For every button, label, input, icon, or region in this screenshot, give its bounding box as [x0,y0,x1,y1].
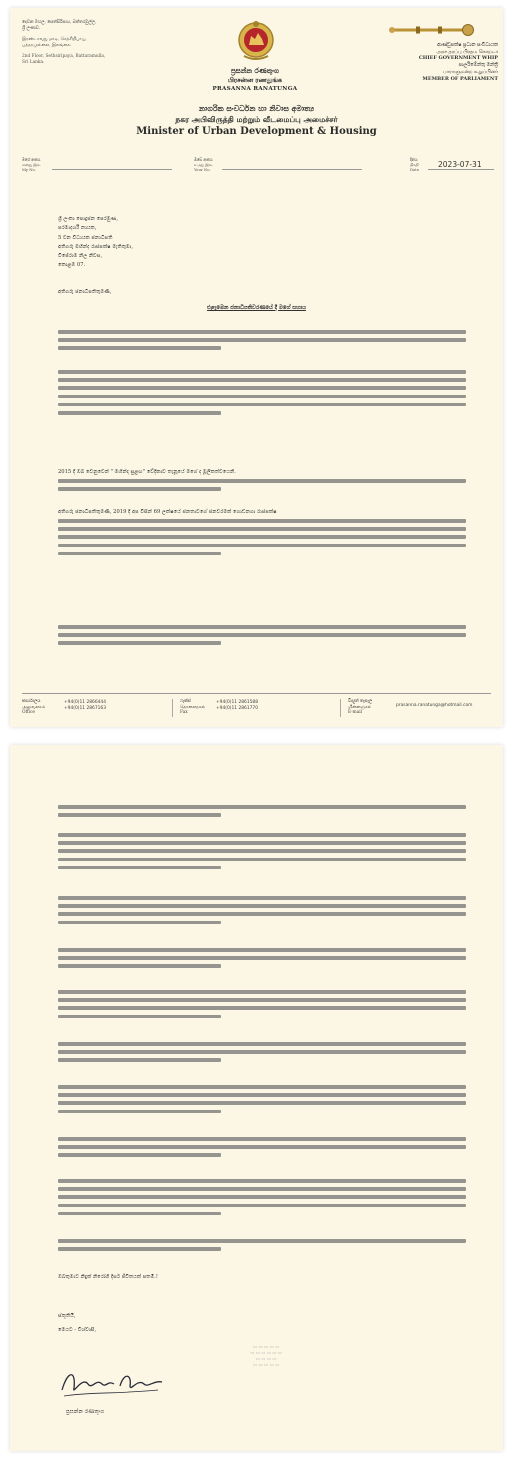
text-line [58,866,221,870]
body-paragraph [58,990,466,1023]
signatory-name: ප්‍රසන්න රණතුංග [66,1409,105,1415]
text-line [58,386,466,390]
office-seal-stamp: ▭ ▭ ▭ ▭ ▭ ▭ ▭ ▭ ▭ ▭ ▭ ▭ ▭ ▭ ▭ ▭ ▭ ▭ ▭ ▭ [250,1345,282,1368]
mp-title-sinhala: පාර්ලිමේන්තු මන්ත්‍රී [458,62,498,69]
ministry-title-english: Minister of Urban Development & Housing [136,126,377,137]
text-line [58,1179,466,1183]
text-line [58,544,466,548]
address-line: දෙවන මහල, සෙත්සිරිපාය, බත්තරමුල්ල, [22,20,97,25]
recipient-line: පරමාදර්ශී නායක, [58,225,97,232]
text-line [58,1239,466,1243]
address-line: Sri Lanka. [22,60,45,66]
text-line [58,1050,466,1054]
whip-title-tamil: அரச தரப்பு பிரதம கொறடா [436,48,498,55]
recipient-line: අතිගරු මහින්ද රාජපක්ෂ මැතිතුමා, [58,243,134,250]
body-paragraph [58,479,466,495]
text-line [58,904,466,908]
body-paragraph [58,948,466,973]
letter-footer [10,699,503,723]
date-field [428,169,494,170]
text-line [58,479,466,483]
date-label: දිනය திகதி Date [410,157,420,172]
fax-numbers: +94(0)11 2861588 +94(0)11 2861770 [216,700,259,711]
text-line [58,552,221,556]
salutation: අතිගරු ජනාධිපතිතුමණි, [58,289,112,295]
text-line [58,1195,466,1199]
recipient-address [58,215,133,271]
text-line [58,1247,221,1251]
office-phone-numbers: +94(0)11 2866444 +94(0)11 2867163 [64,700,107,711]
parliament-mace-icon [386,22,478,38]
footer-divider [22,693,491,694]
text-line [58,1187,466,1191]
text-line [58,411,221,415]
text-line [58,370,466,374]
recipient-line: ශ්‍රී ලංකා පොදුජන පෙරමුණ, [58,216,119,222]
body-paragraph-lead: අතිගරු ජනාධිපතිතුමණි, 2019 දී අප විසින් 69 ලක්ෂයේ ජනතාවගේ ජනවරමක් ගොඩනගා රාජපක්ෂ [58,509,277,515]
text-line [58,896,466,900]
body-paragraph [58,1179,466,1220]
text-line [58,1145,466,1149]
body-paragraph [58,519,466,560]
text-line [58,921,221,925]
body-closing-line: ඔබතුමාට නිදුක් නිරෝගී දීර්ඝ ජීවිතයක් පතමි.! [58,1274,158,1280]
text-line [58,641,221,645]
recipient-line: 5 වන විධායක ජනාධිපති [58,234,113,241]
text-line [58,1110,221,1114]
body-paragraph [58,370,466,419]
text-line [58,633,466,637]
body-paragraph [58,833,466,874]
text-line [58,805,466,809]
text-line [58,1212,221,1216]
letter-subject: එළැඹෙන ජනාධිපතිවරණයේ දී මගේ සහාය [207,305,306,311]
text-line [58,1015,221,1019]
my-number-label: මගේ අංකය எனது இல. My No. [22,157,42,172]
mp-name-sinhala: ප්‍රසන්න රණතුංග [230,66,280,75]
closing-yours: මෙයට - විශ්වාසී, [58,1327,97,1333]
text-line [58,535,466,539]
designation-block [358,42,498,82]
letterhead-address [22,20,142,66]
email-label: විද්‍යුත් තැපෑල மின்னஞ்சல் E-mail [348,699,373,715]
your-number-label: ඔබේ අංකය உமது இல. Your No. [194,157,214,172]
body-paragraph [58,896,466,929]
text-line [58,833,466,837]
body-paragraph-lead: 2015 දී ඔබ වෙනුවෙන් " මහින්ද සුළඟ" වේදිකාව තැනූයේ මගේ ද මූලිකත්වයෙනි. [58,469,236,475]
fax-label: ෆැක්ස් தொலைநகல் Fax [180,699,206,715]
recipient-line: කොළඹ 07. [58,262,86,269]
ministry-title-tamil: நகர அபிவிருத்தி மற்றும் வீடமைப்பு அமைச்சர் [175,115,338,124]
body-paragraph [58,805,466,821]
recipient-line: විජේරාම නිල නිවස, [58,253,103,260]
text-line [58,990,466,994]
body-paragraph [58,1085,466,1118]
text-line [58,378,466,382]
closing-thanks: ස්තූතියි, [58,1313,76,1319]
text-line [58,338,466,342]
text-line [58,403,466,407]
address-line: ශ්‍රී ලංකාව. [22,26,41,32]
text-line [58,1204,466,1208]
text-line [58,625,466,629]
letter-page-2 [10,745,503,1451]
text-line [58,956,466,960]
text-line [58,1058,221,1062]
text-line [58,1006,466,1010]
reference-row [10,157,503,197]
body-paragraph [58,625,466,650]
body-paragraph [58,1042,466,1067]
text-line [58,841,466,845]
text-line [58,527,466,531]
text-line [58,1153,221,1157]
text-line [58,346,221,350]
address-line: இரண்டாவது மாடி, செத்சிறிபாய, [22,36,87,42]
letter-date: 2023-07-31 [438,160,482,169]
text-line [58,1042,466,1046]
my-number-field [52,169,172,170]
address-line: 2nd Floor, Sethsiripaya, Battaramulla, [22,53,106,59]
mp-name-tamil: பிரசன்ன ரணதுங்க [228,76,282,84]
sri-lanka-emblem-icon [236,18,276,64]
text-line [58,813,221,817]
body-paragraph [58,330,466,355]
your-number-field [222,169,362,170]
handwritten-signature [58,1362,178,1402]
text-line [58,948,466,952]
ministry-title-sinhala: නාගරික සංවර්ධන හා නිවාස අමාත්‍ය [198,104,315,113]
text-line [58,1085,466,1089]
body-paragraph [58,1137,466,1162]
text-line [58,998,466,1002]
office-label: කාර්යාලය அலுவலகம் Office [22,699,46,715]
text-line [58,395,466,399]
text-line [58,1101,466,1105]
text-line [58,330,466,334]
whip-title-sinhala: ආණ්ඩුපක්ෂ ප්‍රධාන සංවිධායක [437,42,498,48]
text-line [58,1093,466,1097]
whip-title-english: CHIEF GOVERNMENT WHIP [418,55,498,62]
address-line: பத்தரமுல்லை, இலங்கை. [22,43,72,49]
text-line [58,487,221,491]
email-address: prasanna.ranatunga@hotmail.com [396,703,473,708]
text-line [58,964,221,968]
text-line [58,858,466,862]
text-line [58,849,466,853]
mp-title-tamil: பாராளுமன்ற உறுப்பினர் [442,68,498,75]
mp-name-english: PRASANNA RANATUNGA [212,86,298,92]
letter-page-1 [10,8,503,727]
text-line [58,912,466,916]
body-paragraph [58,1239,466,1255]
text-line [58,519,466,523]
text-line [58,1137,466,1141]
mp-title-english: MEMBER OF PARLIAMENT [422,75,498,82]
